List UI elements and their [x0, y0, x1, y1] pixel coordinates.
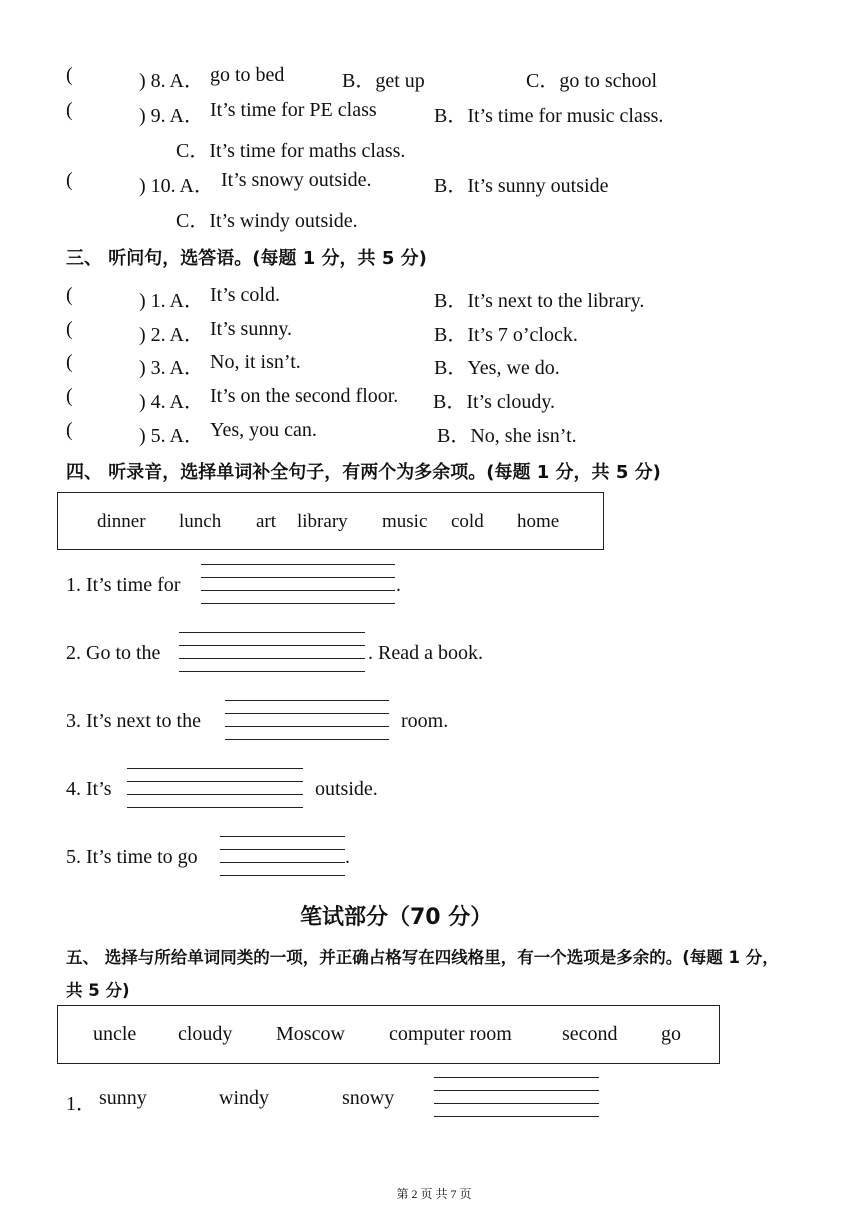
four-line-grid[interactable]	[201, 564, 395, 604]
s3-q1-number: ) 1. A．	[139, 290, 204, 312]
s3-q5-option-b: B．No, she isn’t.	[437, 425, 577, 447]
word-choice-item: go	[661, 1023, 681, 1045]
s3-q3-number: ) 3. A．	[139, 357, 204, 379]
section5-heading-line1: 五、 选择与所给单词同类的一项，并正确占格写在四线格里，有一个选项是多余的。(每题 1 分，	[66, 948, 779, 967]
s5-q1-word-3: snowy	[342, 1087, 395, 1109]
s3-q4-option-a: It’s on the second floor.	[210, 385, 399, 407]
s5-q1-word-2: windy	[219, 1087, 269, 1109]
four-line-grid[interactable]	[127, 768, 303, 808]
q10-option-b: B．It’s sunny outside	[434, 175, 609, 197]
s3-q3-option-b: B．Yes, we do.	[434, 357, 560, 379]
q9-option-c: C．It’s time for maths class.	[176, 140, 406, 162]
q9-option-b: B．It’s time for music class.	[434, 105, 664, 127]
word-choice-item: uncle	[93, 1023, 137, 1045]
section4-heading: 四、 听录音，选择单词补全句子，有两个为多余项。(每题 1 分，共 5 分)	[66, 462, 661, 483]
word-choice-item: cloudy	[178, 1023, 233, 1045]
section3-heading: 三、 听问句，选答语。(每题 1 分，共 5 分)	[66, 248, 427, 269]
s5-q1-word-1: sunny	[99, 1087, 147, 1109]
s3-q5-paren: (	[66, 419, 73, 441]
q8-option-c: C．go to school	[526, 70, 658, 92]
four-line-grid[interactable]	[220, 836, 345, 876]
s3-q2-option-b: B．It’s 7 o’clock.	[434, 324, 578, 346]
q10-number: ) 10. A．	[139, 175, 214, 197]
word-bank-item: art	[256, 511, 277, 532]
s4-sentence-4-pre: 4. It’s	[66, 778, 112, 800]
s4-sentence-1-pre: 1. It’s time for	[66, 574, 181, 596]
s3-q4-option-b: B．It’s cloudy.	[433, 391, 556, 413]
q9-number: ) 9. A．	[139, 105, 204, 127]
word-bank-item: library	[297, 511, 348, 532]
s4-sentence-3-pre: 3. It’s next to the	[66, 710, 201, 732]
q10-paren: (	[66, 169, 73, 191]
written-part-title: 笔试部分（70 分）	[300, 905, 493, 930]
word-bank-item: cold	[451, 511, 484, 532]
four-line-grid[interactable]	[434, 1077, 599, 1117]
word-choice-item: Moscow	[276, 1023, 345, 1045]
word-bank-item: music	[382, 511, 428, 532]
s3-q4-number: ) 4. A．	[139, 391, 204, 413]
s4-sentence-2-post: . Read a book.	[368, 642, 483, 664]
q9-option-a: It’s time for PE class	[210, 99, 377, 121]
s3-q5-number: ) 5. A．	[139, 425, 204, 447]
four-line-grid[interactable]	[225, 700, 389, 740]
s3-q4-paren: (	[66, 385, 73, 407]
s5-q1-number: 1．	[66, 1093, 96, 1115]
section5-heading-line2: 共 5 分)	[66, 981, 130, 1000]
four-line-grid[interactable]	[179, 632, 365, 672]
s3-q3-paren: (	[66, 351, 73, 373]
q9-paren: (	[66, 99, 73, 121]
q8-option-b: B．get up	[342, 70, 425, 92]
s4-sentence-5-post: .	[345, 846, 350, 868]
q10-option-a: It’s snowy outside.	[221, 169, 372, 191]
s4-sentence-4-post: outside.	[315, 778, 378, 800]
s3-q3-option-a: No, it isn’t.	[210, 351, 301, 373]
s3-q1-option-b: B．It’s next to the library.	[434, 290, 645, 312]
s3-q5-option-a: Yes, you can.	[210, 419, 317, 441]
s3-q2-paren: (	[66, 318, 73, 340]
q10-option-c: C．It’s windy outside.	[176, 210, 358, 232]
q8-paren: (	[66, 64, 73, 86]
s3-q1-paren: (	[66, 284, 73, 306]
s4-sentence-5-pre: 5. It’s time to go	[66, 846, 198, 868]
word-bank-item: lunch	[179, 511, 222, 532]
word-choice-item: computer room	[389, 1023, 512, 1045]
s3-q2-option-a: It’s sunny.	[210, 318, 293, 340]
s4-sentence-3-post: room.	[401, 710, 449, 732]
s3-q2-number: ) 2. A．	[139, 324, 204, 346]
page-footer: 第 2 页 共 7 页	[396, 1187, 472, 1201]
word-choice-item: second	[562, 1023, 618, 1045]
q8-number: ) 8. A．	[139, 70, 204, 92]
word-bank-item: home	[517, 511, 560, 532]
s4-sentence-2-pre: 2. Go to the	[66, 642, 161, 664]
word-bank-item: dinner	[97, 511, 146, 532]
q8-option-a: go to bed	[210, 64, 285, 86]
s4-sentence-1-post: .	[396, 574, 401, 596]
s3-q1-option-a: It’s cold.	[210, 284, 280, 306]
